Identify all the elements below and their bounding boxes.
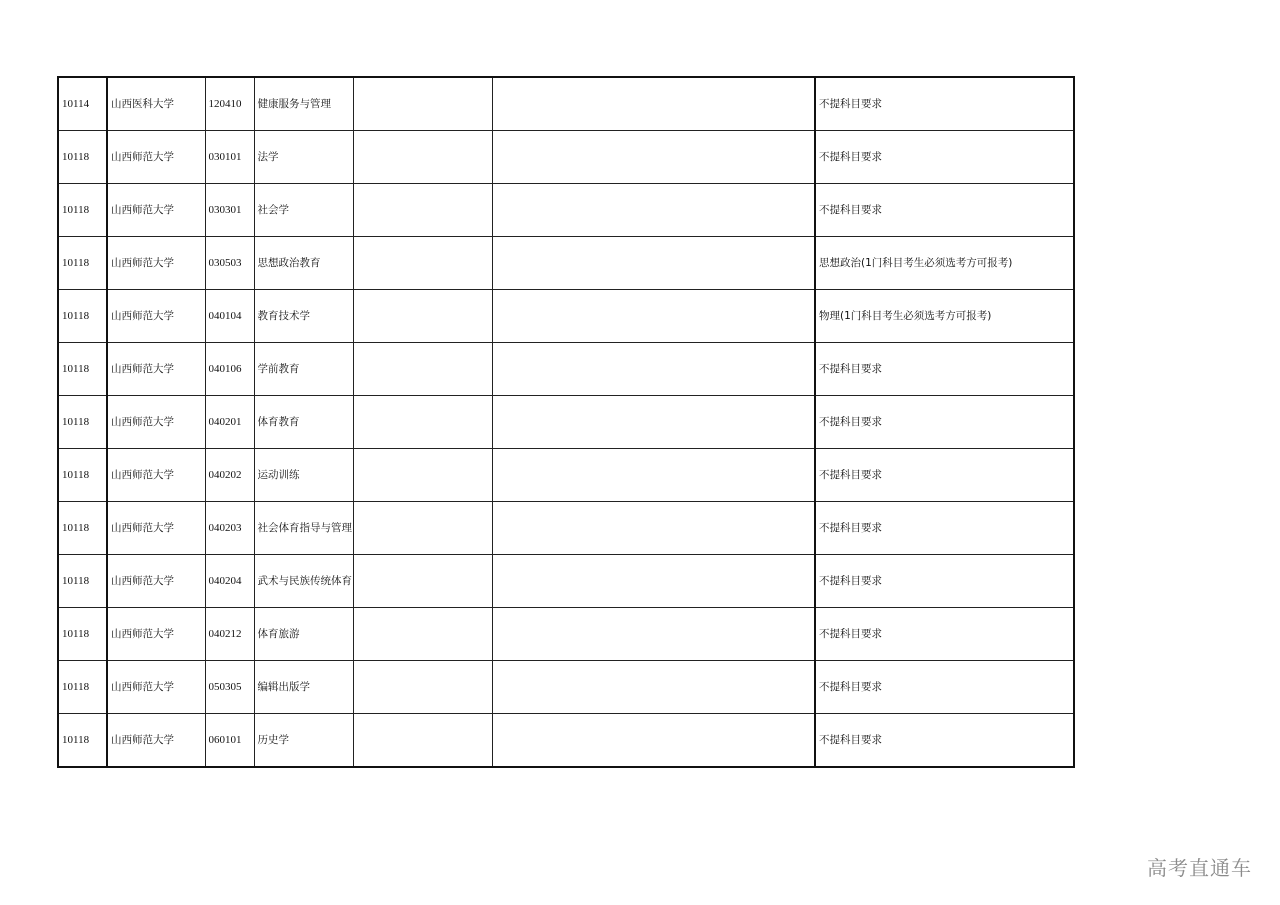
institution-code-cell: 10118 <box>58 237 107 290</box>
institution-name-cell: 山西师范大学 <box>107 237 205 290</box>
subject-requirement-cell: 不提科目要求 <box>815 131 1074 184</box>
empty-column-cell <box>492 77 815 131</box>
subject-requirement-cell: 不提科目要求 <box>815 502 1074 555</box>
watermark-text: 高考直通车 <box>1147 856 1252 880</box>
table-body <box>58 77 1074 767</box>
subject-requirement-cell: 不提科目要求 <box>815 449 1074 502</box>
institution-name-cell: 山西师范大学 <box>107 343 205 396</box>
subject-requirement-cell: 不提科目要求 <box>815 661 1074 714</box>
institution-code-cell: 10118 <box>58 131 107 184</box>
major-name-cell: 运动训练 <box>254 449 353 502</box>
institution-name-cell: 山西师范大学 <box>107 502 205 555</box>
empty-column-cell <box>353 343 492 396</box>
subject-requirement-cell: 不提科目要求 <box>815 555 1074 608</box>
institution-name-cell: 山西师范大学 <box>107 449 205 502</box>
table-row <box>58 449 1074 502</box>
institution-name-cell: 山西师范大学 <box>107 714 205 768</box>
empty-column-cell <box>353 449 492 502</box>
major-name-cell: 教育技术学 <box>254 290 353 343</box>
major-name-cell: 社会学 <box>254 184 353 237</box>
empty-column-cell <box>353 237 492 290</box>
empty-column-cell <box>353 290 492 343</box>
empty-column-cell <box>353 661 492 714</box>
institution-code-cell: 10118 <box>58 396 107 449</box>
empty-column-cell <box>492 661 815 714</box>
table-row <box>58 290 1074 343</box>
institution-code-cell: 10118 <box>58 449 107 502</box>
institution-name-cell: 山西医科大学 <box>107 77 205 131</box>
empty-column-cell <box>353 77 492 131</box>
major-name-cell: 体育旅游 <box>254 608 353 661</box>
institution-name-cell: 山西师范大学 <box>107 131 205 184</box>
institution-name-cell: 山西师范大学 <box>107 396 205 449</box>
empty-column-cell <box>353 131 492 184</box>
institution-code-cell: 10118 <box>58 555 107 608</box>
admission-requirements-table <box>57 76 1075 768</box>
major-code-cell: 040202 <box>205 449 254 502</box>
empty-column-cell <box>492 131 815 184</box>
major-name-cell: 法学 <box>254 131 353 184</box>
institution-code-cell: 10118 <box>58 661 107 714</box>
empty-column-cell <box>492 396 815 449</box>
subject-requirement-cell: 不提科目要求 <box>815 396 1074 449</box>
empty-column-cell <box>353 502 492 555</box>
empty-column-cell <box>492 502 815 555</box>
institution-name-cell: 山西师范大学 <box>107 555 205 608</box>
major-code-cell: 050305 <box>205 661 254 714</box>
empty-column-cell <box>492 714 815 768</box>
major-name-cell: 体育教育 <box>254 396 353 449</box>
subject-requirement-cell: 不提科目要求 <box>815 343 1074 396</box>
table-row <box>58 555 1074 608</box>
institution-code-cell: 10114 <box>58 77 107 131</box>
major-code-cell: 060101 <box>205 714 254 768</box>
major-code-cell: 040201 <box>205 396 254 449</box>
subject-requirement-cell: 不提科目要求 <box>815 77 1074 131</box>
table-row <box>58 714 1074 768</box>
subject-requirement-cell: 不提科目要求 <box>815 714 1074 768</box>
institution-name-cell: 山西师范大学 <box>107 290 205 343</box>
major-code-cell: 040212 <box>205 608 254 661</box>
subject-requirement-cell: 思想政治(1门科目考生必须选考方可报考) <box>815 237 1074 290</box>
major-code-cell: 120410 <box>205 77 254 131</box>
empty-column-cell <box>492 555 815 608</box>
table-row <box>58 184 1074 237</box>
table-row <box>58 661 1074 714</box>
table-row <box>58 502 1074 555</box>
empty-column-cell <box>492 608 815 661</box>
empty-column-cell <box>353 608 492 661</box>
institution-name-cell: 山西师范大学 <box>107 184 205 237</box>
empty-column-cell <box>492 237 815 290</box>
institution-code-cell: 10118 <box>58 608 107 661</box>
institution-code-cell: 10118 <box>58 502 107 555</box>
empty-column-cell <box>492 449 815 502</box>
table-row <box>58 131 1074 184</box>
major-code-cell: 040104 <box>205 290 254 343</box>
empty-column-cell <box>353 184 492 237</box>
major-name-cell: 社会体育指导与管理 <box>254 502 353 555</box>
major-name-cell: 历史学 <box>254 714 353 768</box>
empty-column-cell <box>492 290 815 343</box>
institution-code-cell: 10118 <box>58 290 107 343</box>
table-row <box>58 396 1074 449</box>
major-name-cell: 健康服务与管理 <box>254 77 353 131</box>
major-name-cell: 思想政治教育 <box>254 237 353 290</box>
major-code-cell: 040106 <box>205 343 254 396</box>
table-row <box>58 237 1074 290</box>
subject-requirement-cell: 物理(1门科目考生必须选考方可报考) <box>815 290 1074 343</box>
empty-column-cell <box>492 343 815 396</box>
table-row <box>58 608 1074 661</box>
major-name-cell: 学前教育 <box>254 343 353 396</box>
institution-name-cell: 山西师范大学 <box>107 608 205 661</box>
empty-column-cell <box>353 714 492 768</box>
empty-column-cell <box>492 184 815 237</box>
major-code-cell: 030503 <box>205 237 254 290</box>
major-code-cell: 040204 <box>205 555 254 608</box>
table-row <box>58 77 1074 131</box>
institution-code-cell: 10118 <box>58 184 107 237</box>
major-code-cell: 030101 <box>205 131 254 184</box>
institution-code-cell: 10118 <box>58 343 107 396</box>
major-name-cell: 编辑出版学 <box>254 661 353 714</box>
major-code-cell: 030301 <box>205 184 254 237</box>
subject-requirement-cell: 不提科目要求 <box>815 608 1074 661</box>
institution-code-cell: 10118 <box>58 714 107 768</box>
table-row <box>58 343 1074 396</box>
empty-column-cell <box>353 396 492 449</box>
subject-requirement-cell: 不提科目要求 <box>815 184 1074 237</box>
major-code-cell: 040203 <box>205 502 254 555</box>
empty-column-cell <box>353 555 492 608</box>
institution-name-cell: 山西师范大学 <box>107 661 205 714</box>
major-name-cell: 武术与民族传统体育 <box>254 555 353 608</box>
